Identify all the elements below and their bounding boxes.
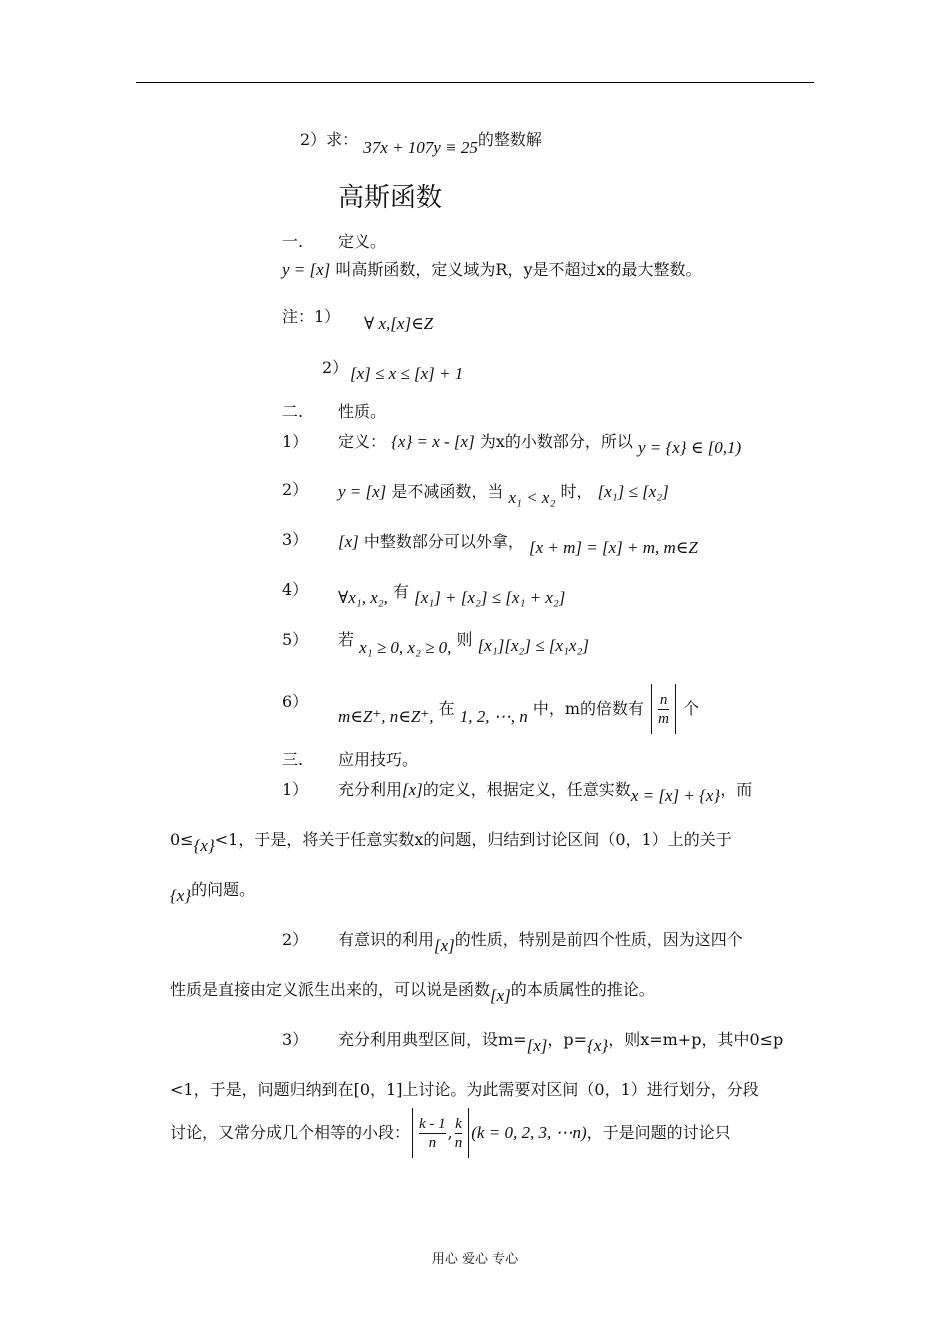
property5-condition: x₁ ≥ 0, x₂ ≥ 0, <box>359 638 452 657</box>
t1-l3-expr: {x} <box>170 886 192 905</box>
property3-number: 3） <box>282 530 309 549</box>
t2-l2-a: 性质是直接由定义派生出来的，可以说是函数 <box>170 980 491 999</box>
technique2-line1 <box>338 928 743 955</box>
property2 <box>338 480 669 507</box>
property5-formula: [x₁][x₂] ≤ [x₁x₂] <box>477 636 589 655</box>
property1-label: 定义： <box>338 432 387 451</box>
t3-l3-text: 讨论，又常分成几个相等的小段： <box>170 1123 411 1142</box>
definition-expr: y = [x] <box>282 260 331 279</box>
page-title: 高斯函数 <box>338 183 443 213</box>
note2-expr: [x] ≤ x ≤ [x] + 1 <box>350 364 464 383</box>
t3-text-p: ，p= <box>547 1030 588 1049</box>
t3-l3-tail: ，于是问题的讨论只 <box>586 1123 731 1142</box>
t1-l2-a: 0≤ <box>170 830 194 849</box>
property3-text: 中整数部分可以外拿， <box>363 532 524 551</box>
property3-expr: [x] <box>338 532 359 551</box>
property6-floor-bracket <box>651 684 676 734</box>
property5-then: 则 <box>456 630 473 649</box>
frac-left-bottom: n <box>428 1135 437 1151</box>
t1-text-c: ，而 <box>720 780 753 799</box>
t2-l2-expr: [x] <box>490 986 511 1005</box>
t3-l3-range: (k = 0, 2, 3, ⋯n) <box>471 1123 587 1142</box>
property5-if: 若 <box>338 630 355 649</box>
section1-heading: 定义。 <box>338 232 387 251</box>
technique1-number: 1） <box>282 780 309 799</box>
technique3-line2: <1，于是，问题归纳到在[0，1]上讨论。为此需要对区间（0，1）进行划分，分段 <box>170 1080 759 1099</box>
fraction-denominator: m <box>658 711 669 727</box>
section2-number: 二. <box>282 402 304 421</box>
interval-bracket: $\frac{k - 1}{n}$ , $\frac{k}{n}$ <box>412 1108 469 1158</box>
technique3-number: 3） <box>282 1030 309 1049</box>
t1-l3-text: 的问题。 <box>191 880 256 899</box>
property1 <box>338 430 742 457</box>
t1-l2-expr: {x} <box>193 836 215 855</box>
property1-text: 为x的小数部分，所以 <box>479 432 633 451</box>
footer-motto: 用心 爱心 专心 <box>431 1252 519 1267</box>
property2-when: 时， <box>560 482 593 501</box>
definition-text: 叫高斯函数，定义域为R，y是不超过x的最大整数。 <box>335 260 702 279</box>
property2-number: 2） <box>282 480 309 499</box>
property2-expr: y = [x] <box>338 482 387 501</box>
property3-formula: [x + m] = [x] + m, m∈Z <box>528 538 698 557</box>
property6-sets: m∈Z⁺, n∈Z⁺, <box>338 707 434 726</box>
t1-l2-text: <1，于是，将关于任意实数x的问题，归结到讨论区间（0，1）上的关于 <box>214 830 732 849</box>
property1-expr: {x} = x - [x] <box>391 432 475 451</box>
exercise-label: 2）求： <box>300 130 359 149</box>
t2-expr: [x] <box>434 936 455 955</box>
exercise-tail: 的整数解 <box>477 130 542 149</box>
technique3-line1 <box>338 1028 784 1055</box>
technique3-line3 <box>170 1108 731 1158</box>
t1-text-a: 充分利用 <box>338 780 403 799</box>
property5-number: 5） <box>282 630 309 649</box>
t1-expr-a: [x] <box>402 780 423 799</box>
interval-fraction-right <box>455 1115 463 1152</box>
note2-label: 2） <box>322 358 349 377</box>
t1-expr-b: x = [x] + {x} <box>630 786 721 805</box>
property2-text: 是不减函数，当 <box>391 482 504 501</box>
property4-number: 4） <box>282 580 309 599</box>
frac-right-bottom: n <box>454 1135 463 1151</box>
t2-text-a: 有意识的利用 <box>338 930 435 949</box>
t1-text-b: 的定义，根据定义，任意实数 <box>422 780 631 799</box>
property1-number: 1） <box>282 432 309 451</box>
fraction-numerator: n <box>659 692 668 708</box>
property3 <box>338 530 698 557</box>
property6-in: 在 <box>438 699 455 718</box>
frac-left-top: k - 1 <box>419 1116 446 1132</box>
t2-text-b: 的性质，特别是前四个性质，因为这四个 <box>454 930 743 949</box>
property6-unit: 个 <box>683 699 700 718</box>
property4-have: 有 <box>393 582 410 601</box>
t3-text-a: 充分利用典型区间，设m= <box>338 1030 527 1049</box>
property2-condition: x₁ < x₂ <box>508 488 556 507</box>
definition-line <box>282 258 702 282</box>
note1-expr: ∀ x,[x]∈Z <box>364 314 434 333</box>
section2-heading: 性质。 <box>338 402 387 421</box>
property6 <box>338 684 699 734</box>
section1-number: 一. <box>282 232 304 251</box>
property4-vars: ∀x₁, x₂, <box>338 588 388 607</box>
technique1-line1 <box>338 778 753 805</box>
t3-text-b: ，则x=m+p，其中0≤p <box>608 1030 784 1049</box>
technique1-line3 <box>170 878 256 905</box>
exercise-equation: 37x + 107y ≡ 25 <box>363 138 478 157</box>
property6-fraction <box>658 691 669 728</box>
t3-expr-m: [x] <box>526 1036 548 1055</box>
t2-l2-text: 的本质属性的推论。 <box>510 980 655 999</box>
property1-range: y = {x} ∈ [0,1) <box>637 438 742 457</box>
frac-right-top: k <box>455 1116 462 1132</box>
property4 <box>338 580 566 607</box>
t3-expr-p: {x} <box>587 1036 609 1055</box>
technique1-line2 <box>170 828 732 855</box>
property2-result: [x₁] ≤ [x₂] <box>597 482 669 501</box>
interval-fraction-left <box>419 1115 446 1152</box>
section3-heading: 应用技巧。 <box>338 750 419 769</box>
section3-number: 三. <box>282 750 304 769</box>
property6-number: 6） <box>282 692 309 711</box>
note-label: 注：1） <box>282 307 341 326</box>
header-rule <box>136 82 814 83</box>
technique2-number: 2） <box>282 930 309 949</box>
property6-range: 1, 2, ⋯, n <box>459 707 528 726</box>
property5 <box>338 628 589 657</box>
property4-formula: [x₁] + [x₂] ≤ [x₁ + x₂] <box>414 588 566 607</box>
technique2-line2 <box>170 978 655 1005</box>
property6-text: 中，m的倍数有 <box>532 699 645 718</box>
exercise-line <box>300 128 542 157</box>
